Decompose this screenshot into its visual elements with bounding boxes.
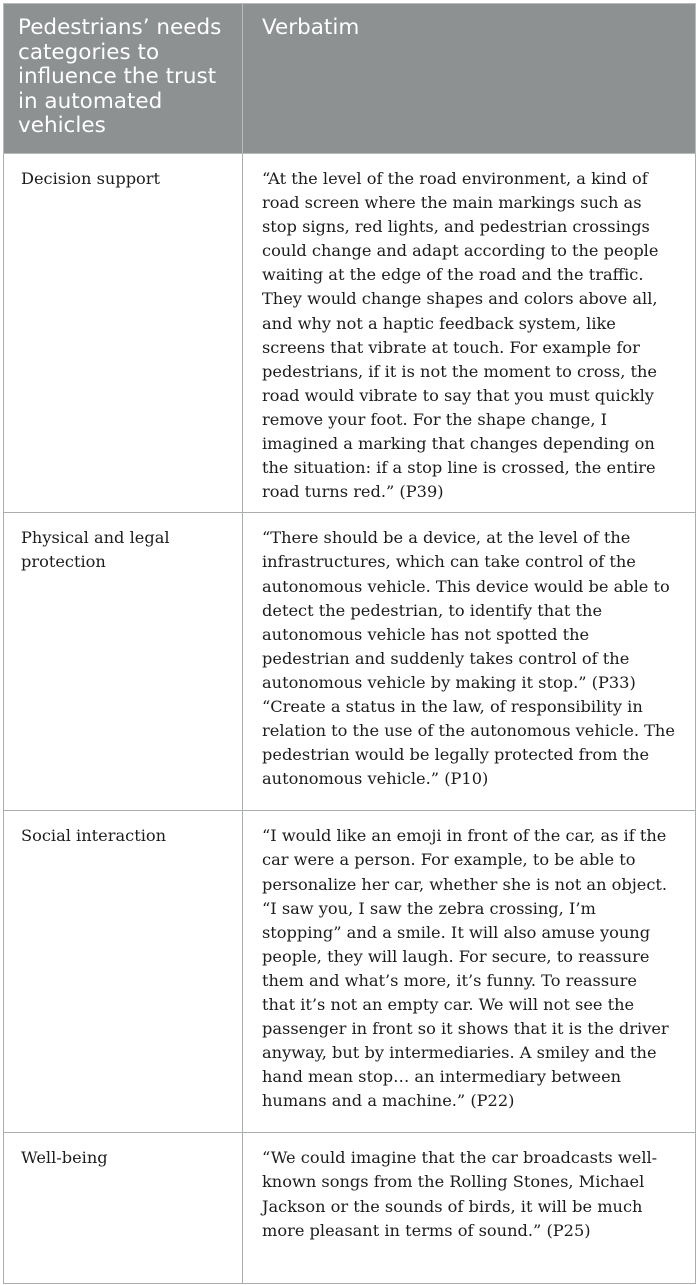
verbatim-cell: “At the level of the road environment, a kind of road screen where the main markings such as stop signs, red lights, and pedestrian crossings could change and adapt according to the people waiting at the edge of the road and the traffic. They would change shapes and colors above all, and why not a haptic feedback system, like screens that vibrate at touch. For example for pedestrians, if it is not the moment to cross, the road would vibrate to say that you must quickly remove your foot. For the shape change, I imagined a marking that changes depending on the situation: if a stop line is crossed, the entire road turns red.” (P39) (243, 154, 696, 513)
table-row (4, 1133, 696, 1284)
verbatim-cell: “There should be a device, at the level of the infrastructures, which can take control of the autonomous vehicle. This device would be able to detect the pedestrian, to identify that the autonomous vehicle has not spotted the pedestrian and suddenly takes control of the autonomous vehicle by making it stop.” (P33) “Create a status in the law, of responsibility in relation to the use of the autonomous vehicle. The pedestrian would be legally protected from the autonomous vehicle.” (P10) (243, 513, 696, 811)
verbatim-cell: “I would like an emoji in front of the car, as if the car were a person. For example, to be able to personalize her car, whether she is not an object. “I saw you, I saw the zebra crossing, I’m stopping” and a smile. It will also amuse young people, they will laugh. For secure, to reassure them and what’s more, it’s funny. To reassure that it’s not an empty car. We will not see the passenger in front so it shows that it is the driver anyway, but by intermediaries. A smiley and the hand mean stop… an intermediary between humans and a machine.” (P22) (243, 811, 696, 1133)
category-cell: Well-being (4, 1133, 243, 1284)
table-body (4, 154, 696, 1284)
category-cell: Decision support (4, 154, 243, 513)
table-row (4, 154, 696, 513)
table-row (4, 811, 696, 1133)
header-row (4, 4, 696, 154)
header-needs-categories: Pedestrians’ needs categories to influence the trust in automated vehicles (4, 4, 243, 154)
verbatim-table (3, 3, 696, 1284)
table-header (4, 4, 696, 154)
verbatim-cell: “We could imagine that the car broadcasts well-known songs from the Rolling Stones, Michael Jackson or the sounds of birds, it will be much more pleasant in terms of sound.” (P25) (243, 1133, 696, 1284)
category-cell: Social interaction (4, 811, 243, 1133)
table-row (4, 513, 696, 811)
header-verbatim: Verbatim (243, 4, 696, 154)
category-cell: Physical and legal protection (4, 513, 243, 811)
